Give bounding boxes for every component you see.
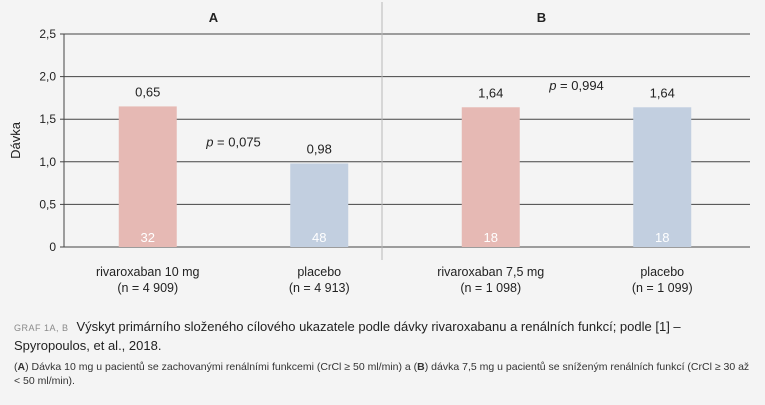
bar <box>119 106 177 247</box>
panel-title: A <box>208 10 219 25</box>
bar-value-label: 0,98 <box>306 141 332 157</box>
p-value: = 0,075 <box>213 134 261 150</box>
p-value-annotation <box>548 78 604 93</box>
x-category-n: (n = 4 909) <box>117 281 179 295</box>
p-value: = 0,994 <box>556 78 604 94</box>
bar-count-label: 48 <box>312 230 327 245</box>
p-symbol: p <box>206 134 214 150</box>
y-tick-label: 2,5 <box>39 27 56 41</box>
y-axis-label: Dávka <box>8 122 23 159</box>
p-value-annotation <box>205 134 261 149</box>
bar-value-label: 0,65 <box>135 84 161 100</box>
caption-note: (A) Dávka 10 mg u pacientů se zachovanými renálními funkcemi (CrCl ≥ 50 ml/min) a (B) dávka 7,5 mg u pacientů se sníženým renálních funkcí (CrCl ≥ 30 až < 50 ml/min). <box>14 361 750 387</box>
bar <box>633 107 691 247</box>
y-tick-label: 2,0 <box>39 69 56 84</box>
x-category-n: (n = 1 099) <box>631 281 693 295</box>
x-category-n: (n = 1 098) <box>460 281 522 295</box>
caption-title: Výskyt primárního složeného cílového ukazatele podle dávky rivaroxabanu a renálních funkcí; podle [1] – Spyropoulos, et al., 2018. <box>14 319 681 353</box>
figure-caption <box>14 318 754 388</box>
bar-count-label: 18 <box>655 230 670 245</box>
y-tick-label: 1,0 <box>39 154 56 169</box>
caption-note-a: A <box>17 361 26 373</box>
x-category-label: rivaroxaban 10 mg <box>95 265 200 279</box>
x-category-label: placebo <box>640 265 685 279</box>
x-category-label: rivaroxaban 7,5 mg <box>437 265 545 279</box>
bar-count-label: 32 <box>140 230 155 245</box>
bar-value-label: 1,64 <box>649 85 675 101</box>
caption-note-text-1: ) Dávka 10 mg u pacientů se zachovanými renálními funkcemi (CrCl ≥ 50 ml/min) a ( <box>25 361 418 373</box>
bar <box>462 107 520 247</box>
y-tick-label: 0,5 <box>39 197 56 212</box>
y-tick-label: 1,5 <box>39 112 56 127</box>
caption-label: GRAF 1A, B <box>14 323 69 333</box>
caption-title-line <box>14 318 754 354</box>
caption-note-text-2: ) dávka 7,5 mg u pacientů se sníženým renálních funkcí (CrCl ≥ 30 až < 50 ml/min). <box>14 361 750 387</box>
p-symbol: p <box>549 78 557 94</box>
caption-note-b: B <box>417 361 425 373</box>
y-tick-label: 0 <box>49 240 56 254</box>
x-category-label: placebo <box>297 265 342 279</box>
panel-title: B <box>536 10 547 25</box>
x-category-n: (n = 4 913) <box>288 281 350 295</box>
bar-count-label: 18 <box>483 230 498 245</box>
bar-value-label: 1,64 <box>478 85 504 101</box>
